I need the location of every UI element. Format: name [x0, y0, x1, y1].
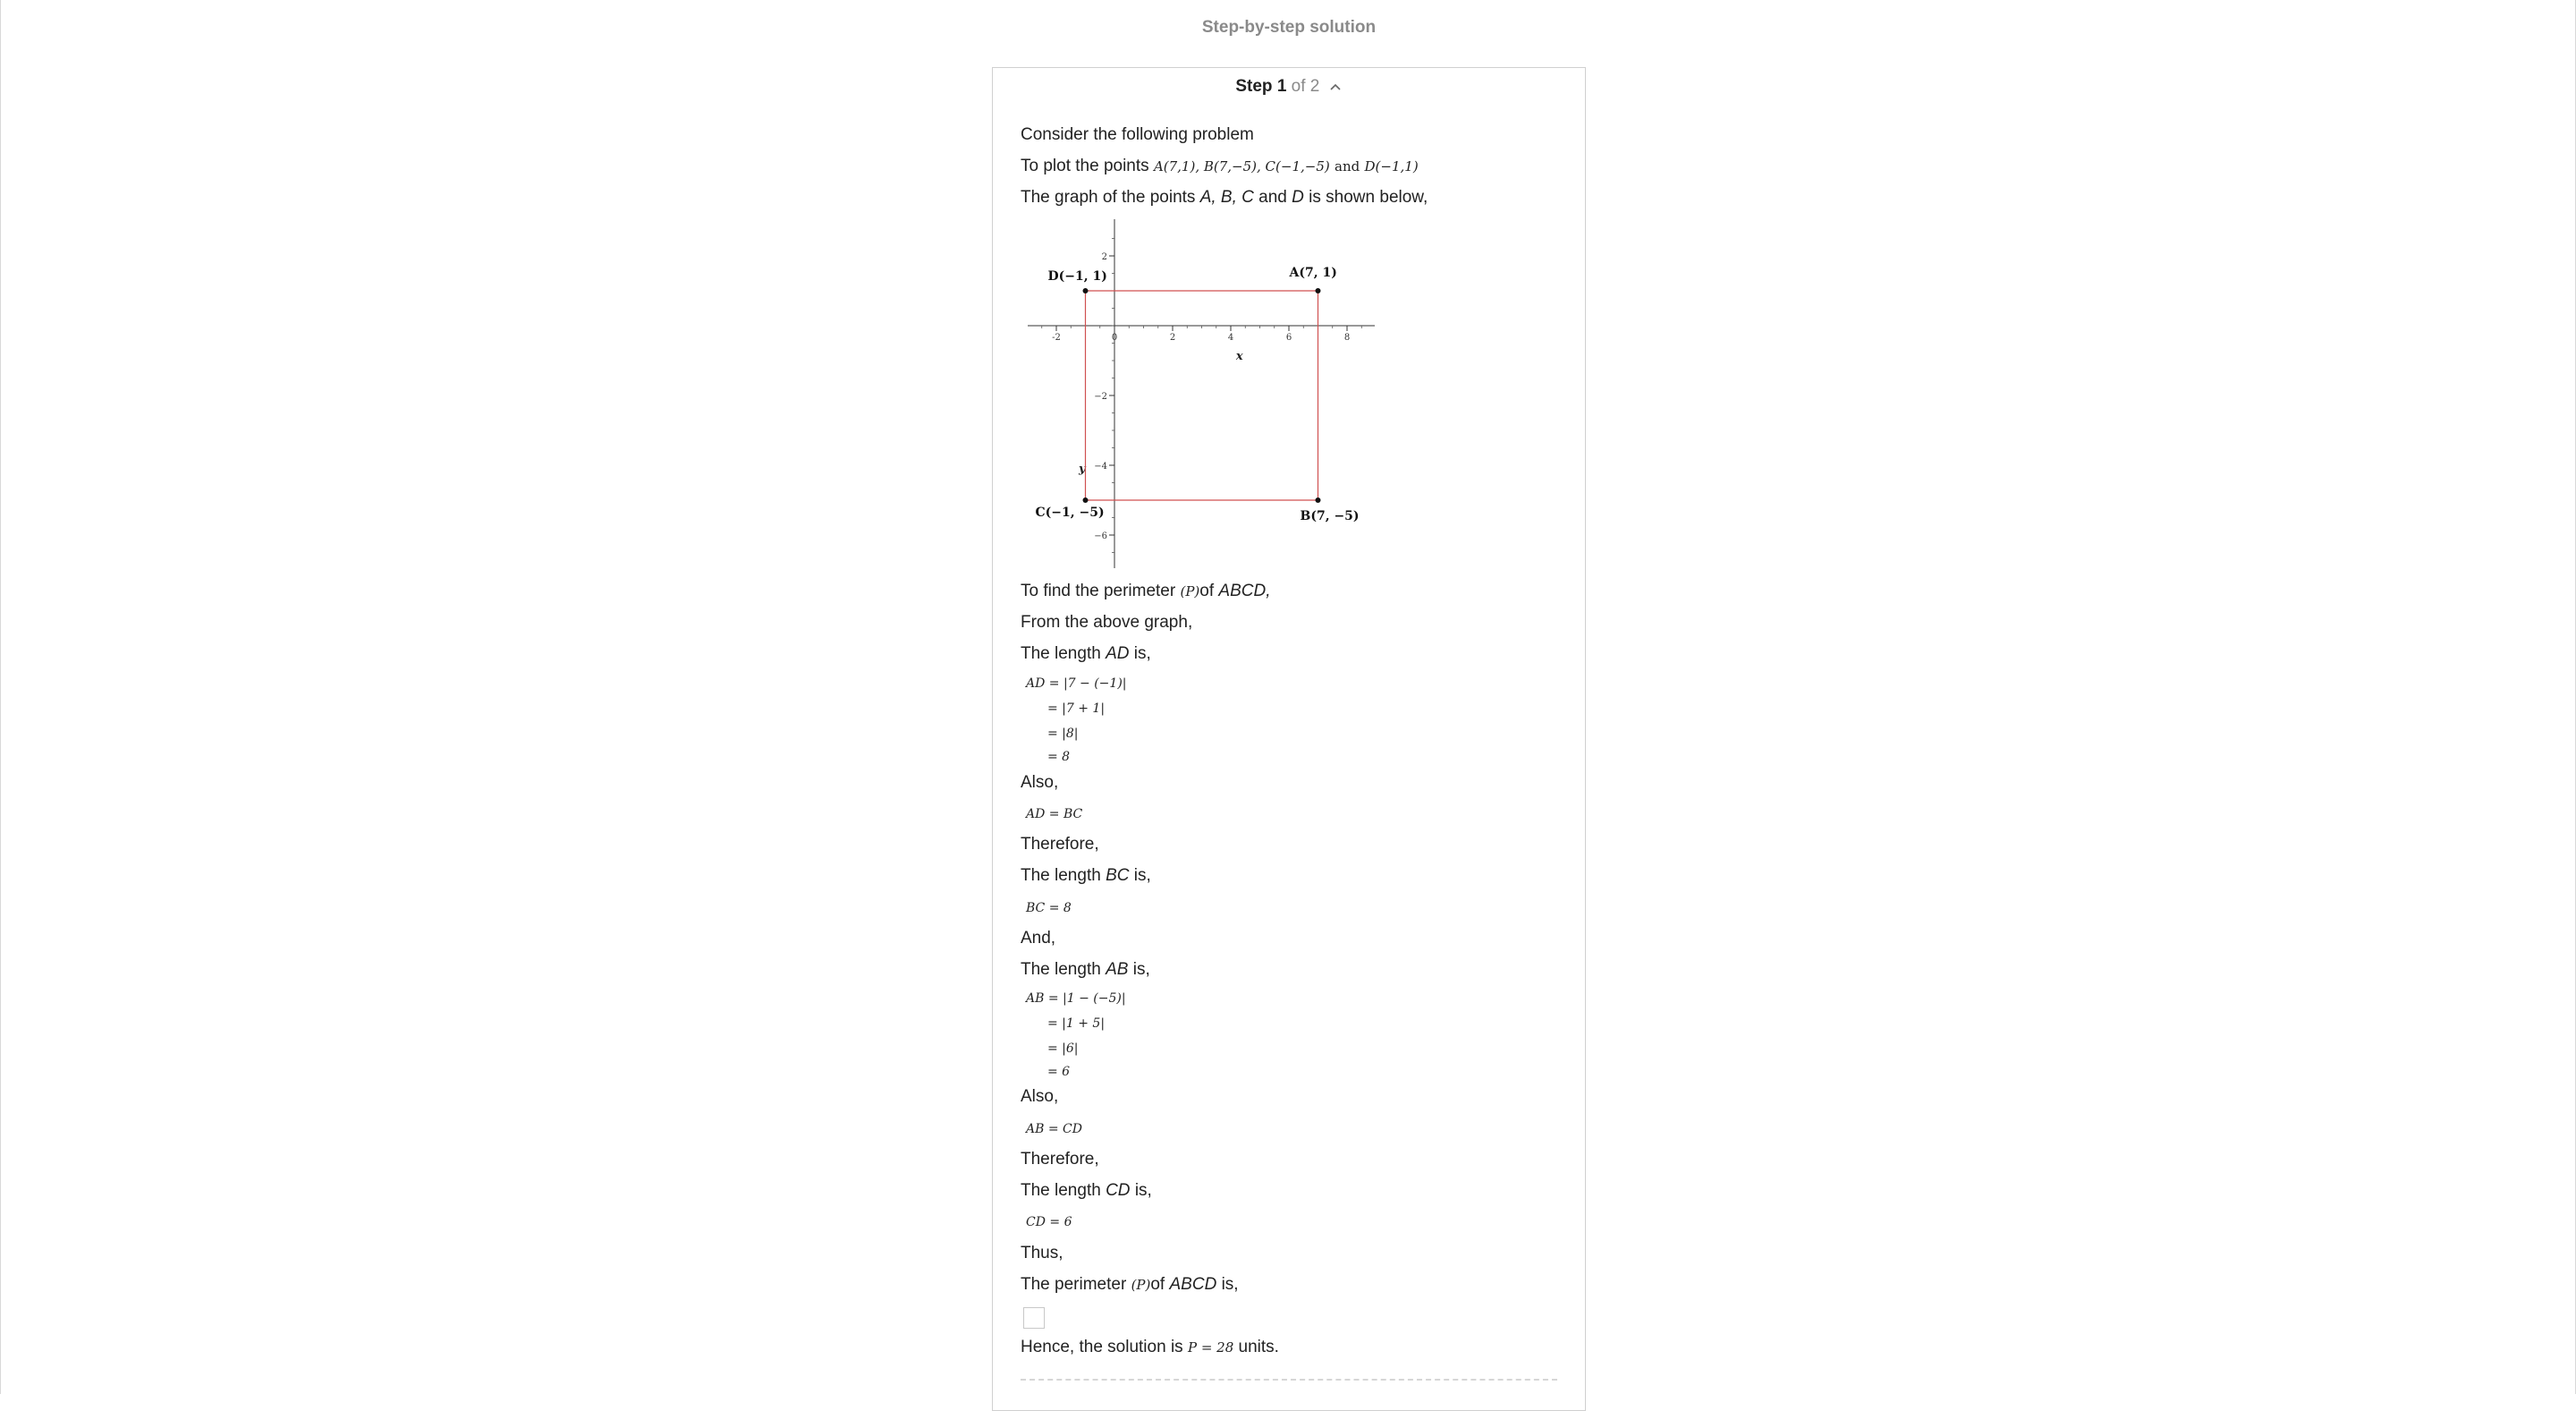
step-toggle[interactable] — [993, 77, 1585, 97]
plot-points-math: A(7,1), B(7,−5), C(−1,−5) — [1153, 158, 1330, 174]
length-bc-line: The length BC is, — [1021, 866, 1151, 885]
also-text-2: Also, — [1021, 1087, 1059, 1106]
y-tick-label: −4 — [1094, 462, 1107, 472]
consider-text: Consider the following problem — [1021, 125, 1254, 144]
x-tick-label: 8 — [1343, 333, 1351, 343]
length-ab-line: The length AB is, — [1021, 960, 1150, 979]
x-tick-label: -2 — [1052, 333, 1061, 343]
find-perimeter-line: To find the perimeter (P)of ABCD, — [1021, 582, 1271, 600]
ad-equals-bc: AD = BC — [1026, 807, 1083, 821]
ad-equation-4: = 8 — [1047, 750, 1071, 764]
therefore-text-2: Therefore, — [1021, 1150, 1099, 1169]
and-text: And, — [1021, 929, 1056, 948]
bc-equation: BC = 8 — [1026, 901, 1072, 915]
point-d — [1083, 288, 1089, 293]
y-axis-label: y — [1079, 462, 1086, 476]
therefore-text-1: Therefore, — [1021, 835, 1099, 854]
y-tick-label: −2 — [1094, 392, 1107, 402]
ab-equals-cd: AB = CD — [1026, 1122, 1082, 1136]
ab-equation-2: = |1 + 5| — [1047, 1016, 1106, 1031]
point-label-d: D(−1, 1) — [1047, 269, 1107, 284]
chevron-up-icon[interactable] — [1328, 81, 1343, 92]
point-label-c: C(−1, −5) — [1035, 506, 1105, 520]
point-a — [1316, 288, 1321, 293]
y-tick-label: 2 — [1101, 252, 1107, 262]
x-tick-label: 2 — [1169, 333, 1176, 343]
solution-value: P = 28 — [1187, 1339, 1234, 1356]
ad-equation-2: = |7 + 1| — [1047, 701, 1106, 716]
x-axis-label: x — [1235, 350, 1243, 363]
cd-equation: CD = 6 — [1026, 1215, 1072, 1229]
image-placeholder — [1023, 1307, 1045, 1329]
step-divider — [1021, 1379, 1557, 1381]
point-label-a: A(7, 1) — [1289, 266, 1337, 280]
y-tick-label: −6 — [1094, 531, 1107, 541]
plot-line: To plot the points A(7,1), B(7,−5), C(−1,−5) and D(−1,1) — [1021, 157, 1419, 175]
ad-equation-3: = |8| — [1047, 727, 1079, 741]
x-tick-label: 4 — [1227, 333, 1234, 343]
also-text-1: Also, — [1021, 773, 1059, 792]
thus-text: Thus, — [1021, 1244, 1063, 1262]
ab-equation-4: = 6 — [1047, 1065, 1071, 1079]
perimeter-line: The perimeter (P)of ABCD is, — [1021, 1275, 1239, 1294]
graph-line: The graph of the points A, B, C and D is shown below, — [1021, 188, 1428, 207]
length-ad-line: The length AD is, — [1021, 644, 1151, 663]
ab-equation-1: AB = |1 − (−5)| — [1026, 991, 1126, 1006]
x-tick-label: 6 — [1285, 333, 1292, 343]
step-count: of 2 — [1291, 77, 1320, 96]
ab-equation-3: = |6| — [1047, 1041, 1079, 1056]
ad-equation-1: AD = |7 − (−1)| — [1026, 676, 1127, 691]
from-graph-text: From the above graph, — [1021, 613, 1193, 632]
x-tick-label: 0 — [1111, 333, 1118, 343]
hence-line: Hence, the solution is P = 28 units. — [1021, 1338, 1279, 1356]
point-c — [1083, 497, 1089, 503]
length-cd-line: The length CD is, — [1021, 1181, 1152, 1200]
page-title: Step-by-step solution — [1201, 18, 1377, 37]
point-label-b: B(7, −5) — [1300, 509, 1360, 523]
coordinate-graph — [1021, 215, 1396, 573]
step-label: Step 1 — [1235, 77, 1287, 96]
point-b — [1316, 497, 1321, 503]
